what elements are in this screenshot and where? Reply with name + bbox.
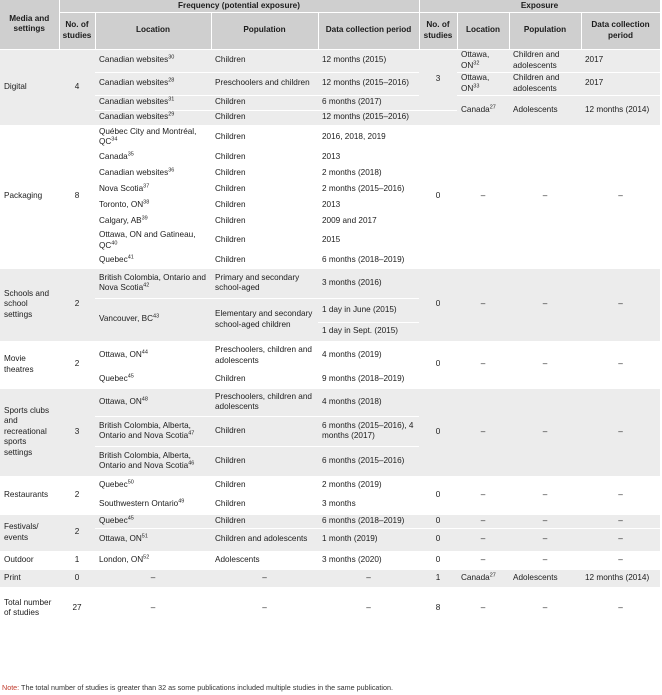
exposure-population-cell: Adolescents bbox=[509, 95, 581, 125]
location-cell: Ottawa, ON and Gatineau, QC$^{40}$ bbox=[95, 229, 211, 252]
location-cell: Nova Scotia$^{37}$ bbox=[95, 181, 211, 197]
table-row bbox=[0, 72, 660, 95]
period-cell: 2013 bbox=[318, 149, 419, 165]
exposure-count: 0 bbox=[419, 268, 457, 341]
population-cell: – bbox=[211, 587, 318, 629]
location-cell: Toronto, ON$^{38}$ bbox=[95, 197, 211, 213]
exposure-count: 3 bbox=[419, 49, 457, 110]
location-cell: Canadian websites$^{28}$ bbox=[95, 72, 211, 95]
period-cell: 4 months (2018) bbox=[318, 388, 419, 416]
study-count: 4 bbox=[59, 49, 95, 125]
exposure-population-cell: – bbox=[509, 528, 581, 551]
exposure-count: 0 bbox=[419, 528, 457, 551]
table-row bbox=[0, 551, 660, 569]
table-row bbox=[0, 569, 660, 587]
header-media-settings: Media and settings bbox=[0, 0, 59, 49]
population-cell: Preschoolers, children and adolescents bbox=[211, 341, 318, 370]
study-count: 3 bbox=[59, 388, 95, 476]
exposure-location-cell: – bbox=[457, 388, 509, 476]
period-cell: 2016, 2018, 2019 bbox=[318, 125, 419, 149]
population-cell: Children bbox=[211, 229, 318, 252]
period-cell: 12 months (2015–2016) bbox=[318, 110, 419, 125]
exposure-location-cell: Ottawa, ON$^{32}$ bbox=[457, 49, 509, 72]
table-row bbox=[0, 95, 660, 110]
period-cell: 6 months (2018–2019) bbox=[318, 514, 419, 528]
exposure-location-cell: – bbox=[457, 125, 509, 268]
period-cell: 12 months (2015–2016) bbox=[318, 72, 419, 95]
note-label: Note: bbox=[2, 683, 20, 692]
population-cell: Adolescents bbox=[211, 551, 318, 569]
period-cell: – bbox=[318, 569, 419, 587]
exposure-population-cell: – bbox=[509, 551, 581, 569]
population-cell: Children bbox=[211, 125, 318, 149]
location-cell: Quebec$^{45}$ bbox=[95, 514, 211, 528]
exposure-location-cell: – bbox=[457, 514, 509, 528]
study-count: 2 bbox=[59, 476, 95, 514]
exposure-location-cell: – bbox=[457, 551, 509, 569]
location-cell: Vancouver, BC$^{43}$ bbox=[95, 298, 211, 341]
period-cell: 2013 bbox=[318, 197, 419, 213]
table-row bbox=[0, 49, 660, 72]
population-cell: Children bbox=[211, 370, 318, 388]
period-cell: 1 day in June (2015) bbox=[318, 298, 419, 322]
population-cell: Children bbox=[211, 197, 318, 213]
period-cell: 1 day in Sept. (2015) bbox=[318, 322, 419, 341]
population-cell: Children and adolescents bbox=[211, 528, 318, 551]
table-row bbox=[0, 514, 660, 528]
exposure-count: 0 bbox=[419, 388, 457, 476]
period-cell: – bbox=[318, 587, 419, 629]
period-cell: 2 months (2015–2016) bbox=[318, 181, 419, 197]
period-cell: 6 months (2018–2019) bbox=[318, 252, 419, 268]
location-cell: British Colombia, Ontario and Nova Scotia$^{42}$ bbox=[95, 268, 211, 298]
table-row bbox=[0, 268, 660, 298]
study-count: 2 bbox=[59, 514, 95, 551]
study-count: 0 bbox=[59, 569, 95, 587]
setting-cell: Festivals/ events bbox=[0, 514, 59, 551]
study-count: 2 bbox=[59, 268, 95, 341]
population-cell: Children bbox=[211, 213, 318, 229]
exposure-period-cell: – bbox=[581, 587, 660, 629]
exposure-location-cell: – bbox=[457, 587, 509, 629]
period-cell: 1 month (2019) bbox=[318, 528, 419, 551]
population-cell: Preschoolers and children bbox=[211, 72, 318, 95]
location-cell: Québec City and Montréal, QC$^{34}$ bbox=[95, 125, 211, 149]
location-cell: British Colombia, Alberta, Ontario and Nova Scotia$^{47}$ bbox=[95, 416, 211, 446]
period-cell: 6 months (2017) bbox=[318, 95, 419, 110]
exposure-location-cell: – bbox=[457, 528, 509, 551]
location-cell: Quebec$^{41}$ bbox=[95, 252, 211, 268]
location-cell: London, ON$^{52}$ bbox=[95, 551, 211, 569]
population-cell: Children bbox=[211, 149, 318, 165]
location-cell: Ottawa, ON$^{51}$ bbox=[95, 528, 211, 551]
period-cell: 2009 and 2017 bbox=[318, 213, 419, 229]
setting-cell: Print bbox=[0, 569, 59, 587]
setting-cell: Digital bbox=[0, 49, 59, 125]
exposure-period-cell: 2017 bbox=[581, 49, 660, 72]
header-exposure-location: Location bbox=[457, 12, 509, 49]
period-cell: 3 months (2020) bbox=[318, 551, 419, 569]
population-cell: Children bbox=[211, 476, 318, 495]
note-text: The total number of studies is greater than 32 as some publications included multiple studies in the same publication. bbox=[19, 683, 394, 692]
population-cell: Preschoolers, children and adolescents bbox=[211, 388, 318, 416]
location-cell: Canadian websites$^{29}$ bbox=[95, 110, 211, 125]
exposure-period-cell: – bbox=[581, 341, 660, 388]
location-cell: – bbox=[95, 587, 211, 629]
setting-cell: Packaging bbox=[0, 125, 59, 268]
period-cell: 6 months (2015–2016), 4 months (2017) bbox=[318, 416, 419, 446]
location-cell: British Colombia, Alberta, Ontario and Nova Scotia$^{46}$ bbox=[95, 446, 211, 476]
exposure-count: 0 bbox=[419, 125, 457, 268]
location-cell: – bbox=[95, 569, 211, 587]
location-cell: Southwestern Ontario$^{49}$ bbox=[95, 495, 211, 514]
table-note bbox=[2, 683, 393, 692]
header-exposure-no-studies: No. of studies bbox=[419, 12, 457, 49]
table-row bbox=[0, 528, 660, 551]
exposure-period-cell: 12 months (2014) bbox=[581, 95, 660, 125]
exposure-population-cell: – bbox=[509, 476, 581, 514]
population-cell: Children bbox=[211, 514, 318, 528]
location-cell: Quebec$^{50}$ bbox=[95, 476, 211, 495]
exposure-location-cell: Ottawa, ON$^{33}$ bbox=[457, 72, 509, 95]
header-no-studies: No. of studies bbox=[59, 12, 95, 49]
exposure-period-cell: – bbox=[581, 125, 660, 268]
exposure-count-blank bbox=[419, 110, 457, 125]
exposure-population-cell: – bbox=[509, 268, 581, 341]
exposure-population-cell: Children and adolescents bbox=[509, 49, 581, 72]
population-cell: Children bbox=[211, 181, 318, 197]
exposure-location-cell: Canada$^{27}$ bbox=[457, 95, 509, 125]
exposure-period-cell: 12 months (2014) bbox=[581, 569, 660, 587]
setting-cell: Outdoor bbox=[0, 551, 59, 569]
header-period: Data collection period bbox=[318, 12, 419, 49]
exposure-location-cell: Canada$^{27}$ bbox=[457, 569, 509, 587]
period-cell: 12 months (2015) bbox=[318, 49, 419, 72]
exposure-count: 0 bbox=[419, 514, 457, 528]
population-cell: Primary and secondary school-aged bbox=[211, 268, 318, 298]
setting-cell: Total number of studies bbox=[0, 587, 59, 629]
population-cell: – bbox=[211, 569, 318, 587]
table-row bbox=[0, 476, 660, 495]
location-cell: Canadian websites$^{36}$ bbox=[95, 165, 211, 181]
exposure-period-cell: – bbox=[581, 551, 660, 569]
period-cell: 2 months (2018) bbox=[318, 165, 419, 181]
study-count: 8 bbox=[59, 125, 95, 268]
period-cell: 2015 bbox=[318, 229, 419, 252]
table-row bbox=[0, 587, 660, 629]
period-cell: 4 months (2019) bbox=[318, 341, 419, 370]
exposure-population-cell: – bbox=[509, 514, 581, 528]
population-cell: Children bbox=[211, 165, 318, 181]
setting-cell: Schools and school settings bbox=[0, 268, 59, 341]
exposure-period-cell: – bbox=[581, 388, 660, 476]
header-population: Population bbox=[211, 12, 318, 49]
location-cell: Ottawa, ON$^{48}$ bbox=[95, 388, 211, 416]
location-cell: Ottawa, ON$^{44}$ bbox=[95, 341, 211, 370]
period-cell: 9 months (2018–2019) bbox=[318, 370, 419, 388]
exposure-count: 0 bbox=[419, 341, 457, 388]
period-cell: 3 months (2016) bbox=[318, 268, 419, 298]
exposure-population-cell: – bbox=[509, 341, 581, 388]
population-cell: Children bbox=[211, 95, 318, 110]
period-cell: 2 months (2019) bbox=[318, 476, 419, 495]
exposure-period-cell: – bbox=[581, 528, 660, 551]
population-cell: Elementary and secondary school-aged children bbox=[211, 298, 318, 341]
location-cell: Calgary, AB$^{39}$ bbox=[95, 213, 211, 229]
exposure-period-cell: – bbox=[581, 476, 660, 514]
exposure-location-cell: – bbox=[457, 476, 509, 514]
population-cell: Children bbox=[211, 495, 318, 514]
exposure-period-cell: – bbox=[581, 268, 660, 341]
location-cell: Canadian websites$^{30}$ bbox=[95, 49, 211, 72]
location-cell: Canada$^{35}$ bbox=[95, 149, 211, 165]
exposure-count: 8 bbox=[419, 587, 457, 629]
exposure-population-cell: – bbox=[509, 125, 581, 268]
period-cell: 3 months bbox=[318, 495, 419, 514]
exposure-period-cell: – bbox=[581, 514, 660, 528]
table-row bbox=[0, 341, 660, 370]
population-cell: Children bbox=[211, 49, 318, 72]
exposure-count: 0 bbox=[419, 476, 457, 514]
exposure-population-cell: – bbox=[509, 388, 581, 476]
exposure-location-cell: – bbox=[457, 268, 509, 341]
population-cell: Children bbox=[211, 446, 318, 476]
exposure-population-cell: Adolescents bbox=[509, 569, 581, 587]
study-count: 1 bbox=[59, 551, 95, 569]
population-cell: Children bbox=[211, 252, 318, 268]
exposure-period-cell: 2017 bbox=[581, 72, 660, 95]
setting-cell: Restaurants bbox=[0, 476, 59, 514]
table-row bbox=[0, 388, 660, 416]
table-row bbox=[0, 125, 660, 149]
study-count: 2 bbox=[59, 341, 95, 388]
population-cell: Children bbox=[211, 416, 318, 446]
header-frequency: Frequency (potential exposure) bbox=[59, 0, 419, 12]
exposure-location-cell: – bbox=[457, 341, 509, 388]
exposure-count: 0 bbox=[419, 551, 457, 569]
header-exposure: Exposure bbox=[419, 0, 660, 12]
header-exposure-period: Data collection period bbox=[581, 12, 660, 49]
setting-cell: Sports clubs and recreational sports settings bbox=[0, 388, 59, 476]
exposure-population-cell: – bbox=[509, 587, 581, 629]
exposure-count: 1 bbox=[419, 569, 457, 587]
location-cell: Canadian websites$^{31}$ bbox=[95, 95, 211, 110]
population-cell: Children bbox=[211, 110, 318, 125]
location-cell: Quebec$^{45}$ bbox=[95, 370, 211, 388]
header-location: Location bbox=[95, 12, 211, 49]
setting-cell: Movie theatres bbox=[0, 341, 59, 388]
period-cell: 6 months (2015–2016) bbox=[318, 446, 419, 476]
study-count: 27 bbox=[59, 587, 95, 629]
header-exposure-population: Population bbox=[509, 12, 581, 49]
exposure-population-cell: Children and adolescents bbox=[509, 72, 581, 95]
